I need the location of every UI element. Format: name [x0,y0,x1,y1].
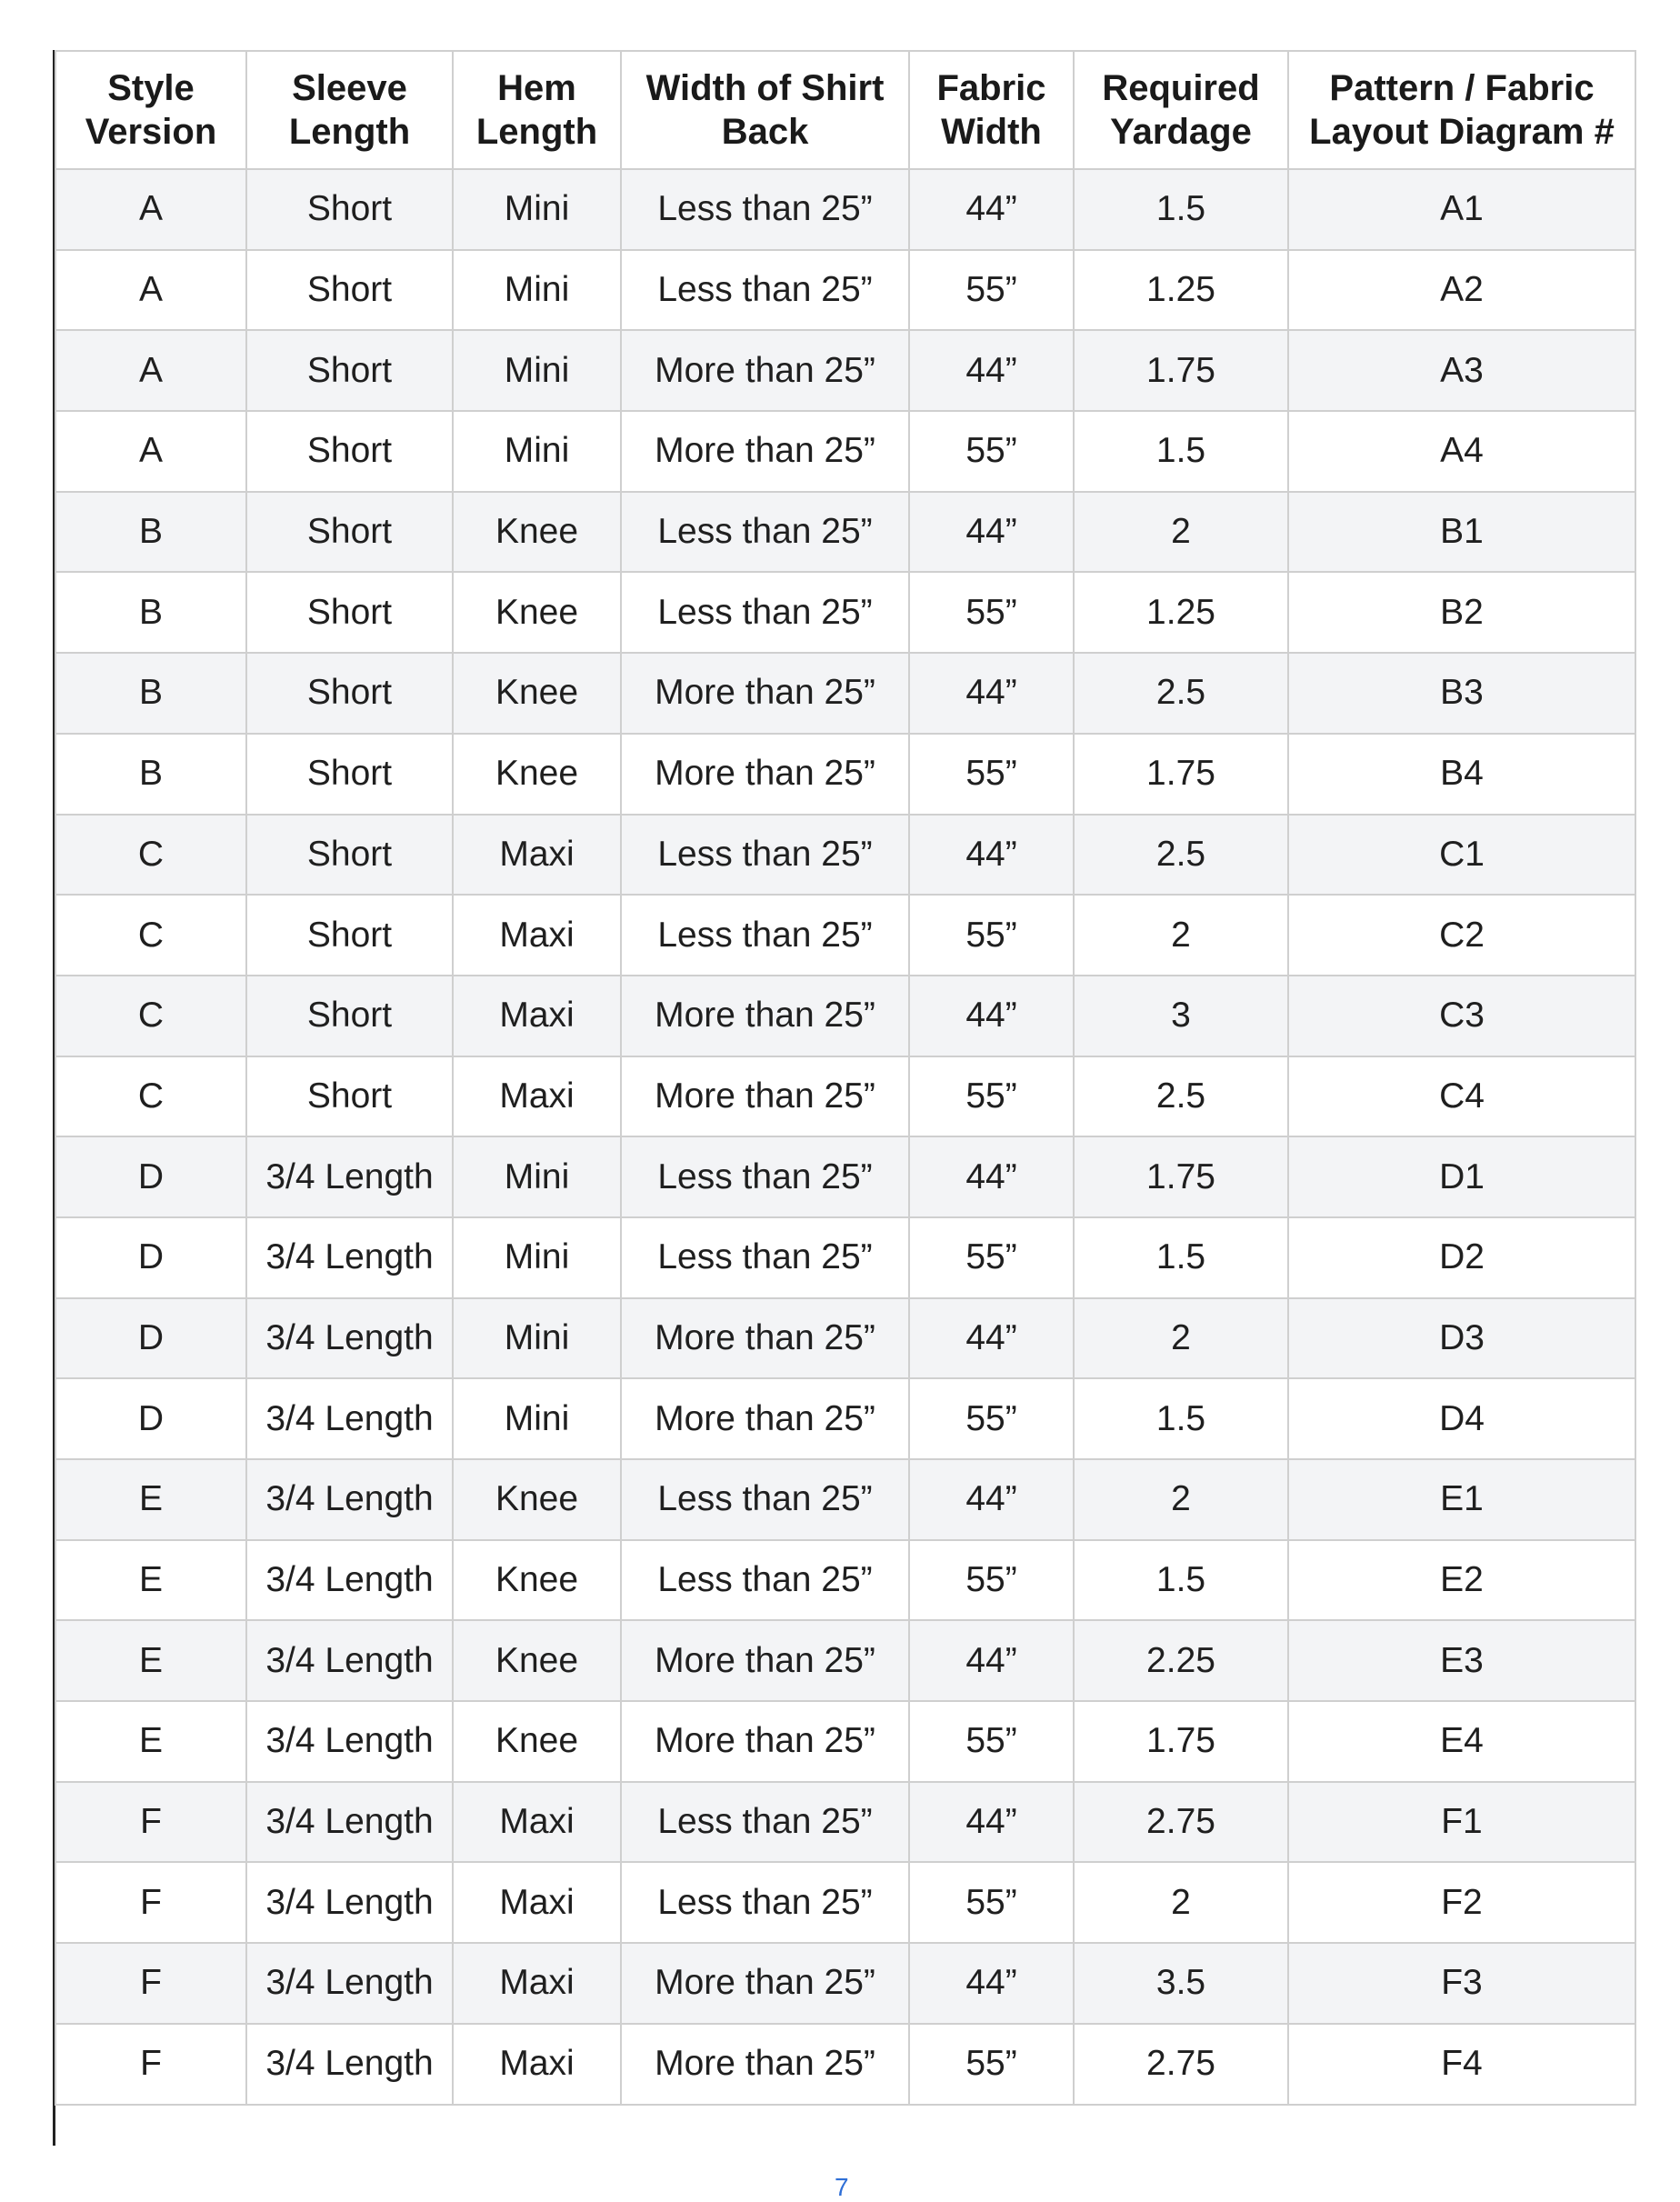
cell-hem-length: Maxi [453,1943,621,2024]
cell-sleeve-length: Short [246,250,453,331]
cell-style-version: F [55,2024,246,2105]
cell-fabric-width: 55” [909,1862,1074,1943]
cell-required-yardage: 1.25 [1074,572,1288,653]
cell-sleeve-length: Short [246,653,453,734]
table-row [55,1459,1635,1540]
cell-shirt-back-width: Less than 25” [621,1136,909,1217]
cell-hem-length: Knee [453,734,621,815]
cell-required-yardage: 2.25 [1074,1620,1288,1701]
cell-shirt-back-width: More than 25” [621,411,909,492]
cell-layout-diagram: A2 [1288,250,1635,331]
header-required-yardage [1074,51,1288,169]
cell-hem-length: Maxi [453,1862,621,1943]
cell-required-yardage: 1.5 [1074,1540,1288,1621]
table-row [55,1862,1635,1943]
table-row [55,1540,1635,1621]
cell-required-yardage: 2 [1074,1298,1288,1379]
table-row [55,2024,1635,2105]
header-line: Layout Diagram # [1309,112,1615,152]
cell-style-version: B [55,734,246,815]
cell-sleeve-length: Short [246,815,453,896]
header-line: Version [85,112,217,152]
header-layout-diagram [1288,51,1635,169]
cell-style-version: A [55,411,246,492]
yardage-table [55,50,1636,2106]
cell-sleeve-length: Short [246,976,453,1056]
cell-sleeve-length: 3/4 Length [246,2024,453,2105]
cell-layout-diagram: D3 [1288,1298,1635,1379]
cell-sleeve-length: 3/4 Length [246,1782,453,1863]
cell-fabric-width: 55” [909,895,1074,976]
cell-required-yardage: 2.5 [1074,1056,1288,1137]
cell-fabric-width: 55” [909,1056,1074,1137]
cell-fabric-width: 55” [909,2024,1074,2105]
cell-sleeve-length: Short [246,169,453,250]
table-row [55,653,1635,734]
header-line: Length [288,112,411,152]
cell-sleeve-length: 3/4 Length [246,1540,453,1621]
table-row [55,1620,1635,1701]
cell-layout-diagram: F1 [1288,1782,1635,1863]
cell-sleeve-length: Short [246,411,453,492]
header-sleeve-length [246,51,453,169]
cell-style-version: C [55,895,246,976]
cell-style-version: F [55,1862,246,1943]
cell-fabric-width: 44” [909,169,1074,250]
header-line: Fabric [936,68,1046,108]
cell-layout-diagram: D1 [1288,1136,1635,1217]
table-row [55,976,1635,1056]
cell-hem-length: Maxi [453,815,621,896]
cell-sleeve-length: Short [246,330,453,411]
header-line: Hem [497,68,576,108]
cell-hem-length: Mini [453,1298,621,1379]
cell-required-yardage: 2 [1074,895,1288,976]
cell-fabric-width: 44” [909,1620,1074,1701]
cell-shirt-back-width: More than 25” [621,734,909,815]
cell-fabric-width: 55” [909,250,1074,331]
cell-required-yardage: 2.5 [1074,815,1288,896]
cell-hem-length: Knee [453,1701,621,1782]
cell-shirt-back-width: More than 25” [621,1943,909,2024]
cell-fabric-width: 55” [909,734,1074,815]
header-row [55,51,1635,169]
cell-fabric-width: 44” [909,1782,1074,1863]
table-row [55,1782,1635,1863]
cell-fabric-width: 44” [909,1298,1074,1379]
cell-style-version: A [55,250,246,331]
table-row [55,1136,1635,1217]
cell-hem-length: Mini [453,1136,621,1217]
table-row [55,250,1635,331]
cell-required-yardage: 1.75 [1074,1136,1288,1217]
header-line: Width of Shirt [645,68,885,108]
cell-layout-diagram: F4 [1288,2024,1635,2105]
cell-style-version: E [55,1701,246,1782]
table-row [55,815,1635,896]
cell-layout-diagram: C3 [1288,976,1635,1056]
cell-required-yardage: 2 [1074,492,1288,573]
cell-shirt-back-width: Less than 25” [621,895,909,976]
cell-required-yardage: 3 [1074,976,1288,1056]
cell-hem-length: Knee [453,1459,621,1540]
cell-fabric-width: 44” [909,815,1074,896]
cell-style-version: D [55,1136,246,1217]
table-row [55,1056,1635,1137]
cell-layout-diagram: F3 [1288,1943,1635,2024]
cell-fabric-width: 44” [909,976,1074,1056]
cell-required-yardage: 1.25 [1074,250,1288,331]
cell-required-yardage: 1.5 [1074,1378,1288,1459]
cell-required-yardage: 2.5 [1074,653,1288,734]
cell-shirt-back-width: Less than 25” [621,1459,909,1540]
cell-shirt-back-width: More than 25” [621,330,909,411]
cell-shirt-back-width: More than 25” [621,1701,909,1782]
cell-style-version: A [55,169,246,250]
cell-fabric-width: 55” [909,411,1074,492]
cell-layout-diagram: E1 [1288,1459,1635,1540]
cell-style-version: B [55,653,246,734]
cell-shirt-back-width: More than 25” [621,976,909,1056]
cell-sleeve-length: 3/4 Length [246,1298,453,1379]
cell-hem-length: Knee [453,572,621,653]
cell-shirt-back-width: Less than 25” [621,1540,909,1621]
cell-shirt-back-width: Less than 25” [621,169,909,250]
cell-style-version: B [55,572,246,653]
header-fabric-width [909,51,1074,169]
cell-layout-diagram: B2 [1288,572,1635,653]
cell-sleeve-length: 3/4 Length [246,1217,453,1298]
cell-fabric-width: 55” [909,1701,1074,1782]
cell-style-version: E [55,1620,246,1701]
cell-shirt-back-width: More than 25” [621,1298,909,1379]
header-line: Back [721,112,809,152]
header-hem-length [453,51,621,169]
cell-hem-length: Mini [453,1217,621,1298]
cell-sleeve-length: 3/4 Length [246,1459,453,1540]
header-width-of-shirt-back [621,51,909,169]
cell-layout-diagram: C2 [1288,895,1635,976]
cell-layout-diagram: A1 [1288,169,1635,250]
cell-shirt-back-width: More than 25” [621,653,909,734]
table-row [55,492,1635,573]
table-row [55,895,1635,976]
cell-layout-diagram: E3 [1288,1620,1635,1701]
cell-layout-diagram: D2 [1288,1217,1635,1298]
cell-shirt-back-width: More than 25” [621,1620,909,1701]
cell-hem-length: Maxi [453,976,621,1056]
cell-sleeve-length: Short [246,895,453,976]
header-line: Required [1102,68,1260,108]
cell-required-yardage: 1.5 [1074,1217,1288,1298]
cell-sleeve-length: 3/4 Length [246,1136,453,1217]
cell-hem-length: Mini [453,250,621,331]
cell-style-version: F [55,1782,246,1863]
table-row [55,411,1635,492]
cell-style-version: D [55,1298,246,1379]
cell-fabric-width: 44” [909,1459,1074,1540]
cell-style-version: D [55,1378,246,1459]
cell-fabric-width: 55” [909,1540,1074,1621]
cell-shirt-back-width: More than 25” [621,1378,909,1459]
cell-required-yardage: 3.5 [1074,1943,1288,2024]
page-number: 7 [835,2173,849,2201]
cell-sleeve-length: 3/4 Length [246,1378,453,1459]
table-header [55,51,1635,169]
cell-hem-length: Maxi [453,1056,621,1137]
table-row [55,1943,1635,2024]
cell-fabric-width: 44” [909,1136,1074,1217]
cell-hem-length: Knee [453,653,621,734]
cell-layout-diagram: F2 [1288,1862,1635,1943]
cell-layout-diagram: E4 [1288,1701,1635,1782]
table-row [55,1701,1635,1782]
table-body [55,169,1635,2105]
cell-hem-length: Mini [453,1378,621,1459]
cell-fabric-width: 44” [909,653,1074,734]
header-line: Sleeve [292,68,407,108]
cell-fabric-width: 44” [909,492,1074,573]
cell-fabric-width: 55” [909,1217,1074,1298]
cell-style-version: C [55,1056,246,1137]
cell-required-yardage: 1.5 [1074,411,1288,492]
cell-sleeve-length: Short [246,492,453,573]
header-line: Length [475,112,598,152]
cell-style-version: F [55,1943,246,2024]
header-line: Width [941,112,1042,152]
cell-fabric-width: 44” [909,330,1074,411]
cell-fabric-width: 55” [909,572,1074,653]
cell-sleeve-length: Short [246,734,453,815]
cell-layout-diagram: B3 [1288,653,1635,734]
cell-required-yardage: 1.75 [1074,330,1288,411]
cell-shirt-back-width: Less than 25” [621,250,909,331]
table-row [55,169,1635,250]
cell-layout-diagram: D4 [1288,1378,1635,1459]
table-row [55,330,1635,411]
cell-required-yardage: 2.75 [1074,1782,1288,1863]
cell-hem-length: Mini [453,330,621,411]
table-row [55,1378,1635,1459]
cell-style-version: C [55,815,246,896]
cell-layout-diagram: B4 [1288,734,1635,815]
cell-required-yardage: 2 [1074,1459,1288,1540]
cell-layout-diagram: A3 [1288,330,1635,411]
cell-style-version: E [55,1459,246,1540]
cell-layout-diagram: C4 [1288,1056,1635,1137]
cell-required-yardage: 2 [1074,1862,1288,1943]
table-row [55,734,1635,815]
cell-sleeve-length: 3/4 Length [246,1943,453,2024]
cell-style-version: C [55,976,246,1056]
cell-shirt-back-width: Less than 25” [621,1217,909,1298]
cell-shirt-back-width: Less than 25” [621,1782,909,1863]
cell-required-yardage: 1.5 [1074,169,1288,250]
cell-layout-diagram: C1 [1288,815,1635,896]
cell-shirt-back-width: Less than 25” [621,572,909,653]
cell-layout-diagram: B1 [1288,492,1635,573]
cell-required-yardage: 1.75 [1074,1701,1288,1782]
header-line: Yardage [1110,112,1252,152]
cell-shirt-back-width: More than 25” [621,2024,909,2105]
cell-style-version: E [55,1540,246,1621]
cell-hem-length: Knee [453,1540,621,1621]
cell-hem-length: Mini [453,411,621,492]
cell-hem-length: Maxi [453,1782,621,1863]
cell-layout-diagram: E2 [1288,1540,1635,1621]
cell-required-yardage: 2.75 [1074,2024,1288,2105]
table-row [55,1217,1635,1298]
cell-hem-length: Maxi [453,2024,621,2105]
cell-fabric-width: 55” [909,1378,1074,1459]
cell-hem-length: Maxi [453,895,621,976]
cell-shirt-back-width: Less than 25” [621,815,909,896]
cell-shirt-back-width: Less than 25” [621,1862,909,1943]
cell-hem-length: Knee [453,1620,621,1701]
cell-sleeve-length: 3/4 Length [246,1620,453,1701]
cell-required-yardage: 1.75 [1074,734,1288,815]
cell-fabric-width: 44” [909,1943,1074,2024]
cell-layout-diagram: A4 [1288,411,1635,492]
cell-shirt-back-width: Less than 25” [621,492,909,573]
cell-sleeve-length: Short [246,572,453,653]
cell-sleeve-length: 3/4 Length [246,1701,453,1782]
cell-hem-length: Mini [453,169,621,250]
header-line: Pattern / Fabric [1329,68,1595,108]
cell-style-version: B [55,492,246,573]
cell-sleeve-length: Short [246,1056,453,1137]
table-row [55,1298,1635,1379]
cell-hem-length: Knee [453,492,621,573]
cell-sleeve-length: 3/4 Length [246,1862,453,1943]
cell-shirt-back-width: More than 25” [621,1056,909,1137]
cell-style-version: A [55,330,246,411]
header-line: Style [107,68,195,108]
yardage-table-container [55,50,1636,2106]
header-style-version [55,51,246,169]
table-row [55,572,1635,653]
cell-style-version: D [55,1217,246,1298]
